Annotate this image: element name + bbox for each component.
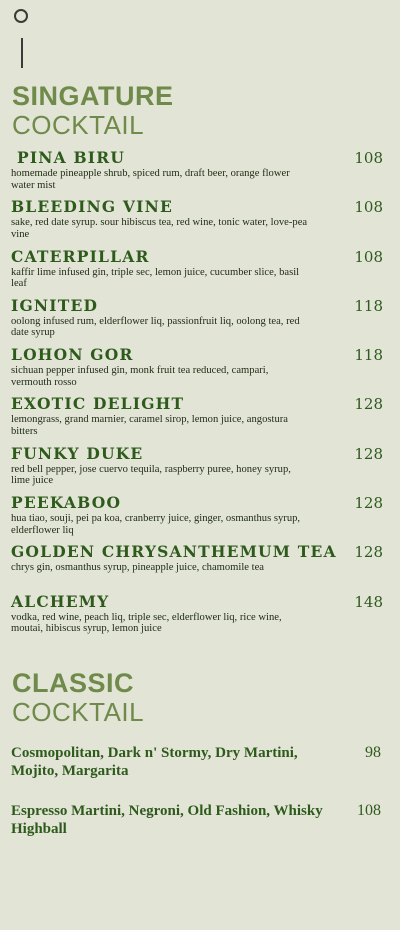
- classic-item-group-1: [11, 744, 387, 780]
- menu-item-golden-chrysanthemum-tea: [11, 542, 387, 591]
- menu-item-ignited: [11, 296, 387, 345]
- item-description: sichuan pepper infused gin, monk fruit tea reduced, campari, vermouth rosso: [11, 365, 269, 388]
- item-name: GOLDEN CHRYSANTHEMUM TEA: [11, 542, 337, 562]
- signature-section-title: [12, 83, 174, 138]
- item-name: IGNITED: [11, 295, 99, 315]
- item-price: 128: [354, 444, 383, 463]
- classic-section-title: [12, 670, 144, 725]
- item-description: oolong infused rum, elderflower liq, passionfruit liq, oolong tea, red date syrup: [11, 315, 300, 339]
- menu-item-pina-biru: [11, 148, 387, 197]
- menu-item-caterpillar: [11, 247, 387, 296]
- item-description: homemade pineapple shrub, spiced rum, draft beer, orange flower water mist: [11, 168, 290, 191]
- classic-cocktail-list: [11, 744, 387, 860]
- decorative-circle-icon: [14, 9, 28, 23]
- item-price: 128: [354, 395, 383, 414]
- item-price: 128: [354, 494, 383, 513]
- signature-title-main: SINGATURE: [12, 81, 174, 111]
- classic-item-group-2: [11, 802, 387, 838]
- item-price: 128: [354, 543, 383, 562]
- item-price: 108: [354, 198, 383, 217]
- item-price: 118: [354, 296, 383, 315]
- item-description: vodka, red wine, peach liq, triple sec, elderflower liq, rice wine, moutai, hibiscus syrup, lemon juice: [11, 611, 282, 635]
- item-price: 118: [354, 346, 383, 365]
- item-price: 108: [354, 149, 383, 167]
- item-name: EXOTIC DELIGHT: [11, 394, 185, 414]
- item-name: CATERPILLAR: [11, 246, 150, 266]
- item-price: 108: [354, 247, 383, 266]
- classic-item-names: Cosmopolitan, Dark n' Stormy, Dry Martini, Mojito, Margarita: [11, 745, 298, 779]
- item-price: 148: [354, 592, 383, 611]
- item-name: LOHON GOR: [11, 345, 134, 365]
- classic-title-main: CLASSIC: [12, 668, 135, 698]
- classic-item-price: 108: [357, 802, 381, 819]
- item-description: hua tiao, souji, pei pa koa, cranberry juice, ginger, osmanthus syrup, elderflower liq: [11, 513, 301, 536]
- item-description: chrys gin, osmanthus syrup, pineapple juice, chamomile tea: [11, 562, 265, 574]
- item-description: lemongrass, grand marnier, caramel sirop, lemon juice, angostura bitters: [11, 414, 288, 437]
- menu-item-peekaboo: [11, 493, 387, 542]
- menu-item-alchemy: [11, 592, 387, 641]
- item-name: BLEEDING VINE: [11, 197, 173, 217]
- item-description: red bell pepper, jose cuervo tequila, raspberry puree, honey syrup, lime juice: [11, 463, 291, 487]
- menu-item-exotic-delight: [11, 394, 387, 443]
- menu-item-funky-duke: [11, 444, 387, 493]
- menu-item-lohon-gor: [11, 345, 387, 394]
- item-name: PEEKABOO: [11, 493, 122, 513]
- signature-cocktail-list: [11, 148, 387, 641]
- item-description: kaffir lime infused gin, triple sec, lemon juice, cucumber slice, basil leaf: [11, 266, 300, 290]
- signature-title-sub: COCKTAIL: [12, 110, 145, 140]
- item-name: PINA BIRU: [17, 148, 126, 167]
- decorative-line: [21, 38, 23, 68]
- item-name: ALCHEMY: [11, 591, 110, 611]
- item-description: sake, red date syrup. sour hibiscus tea, red wine, tonic water, love-pea vine: [11, 217, 308, 240]
- classic-item-names: Espresso Martini, Negroni, Old Fashion, Whisky Highball: [11, 803, 323, 837]
- classic-item-price: 98: [365, 744, 381, 761]
- classic-title-sub: COCKTAIL: [12, 697, 145, 727]
- item-name: FUNKY DUKE: [11, 443, 144, 463]
- menu-item-bleeding-vine: [11, 197, 387, 246]
